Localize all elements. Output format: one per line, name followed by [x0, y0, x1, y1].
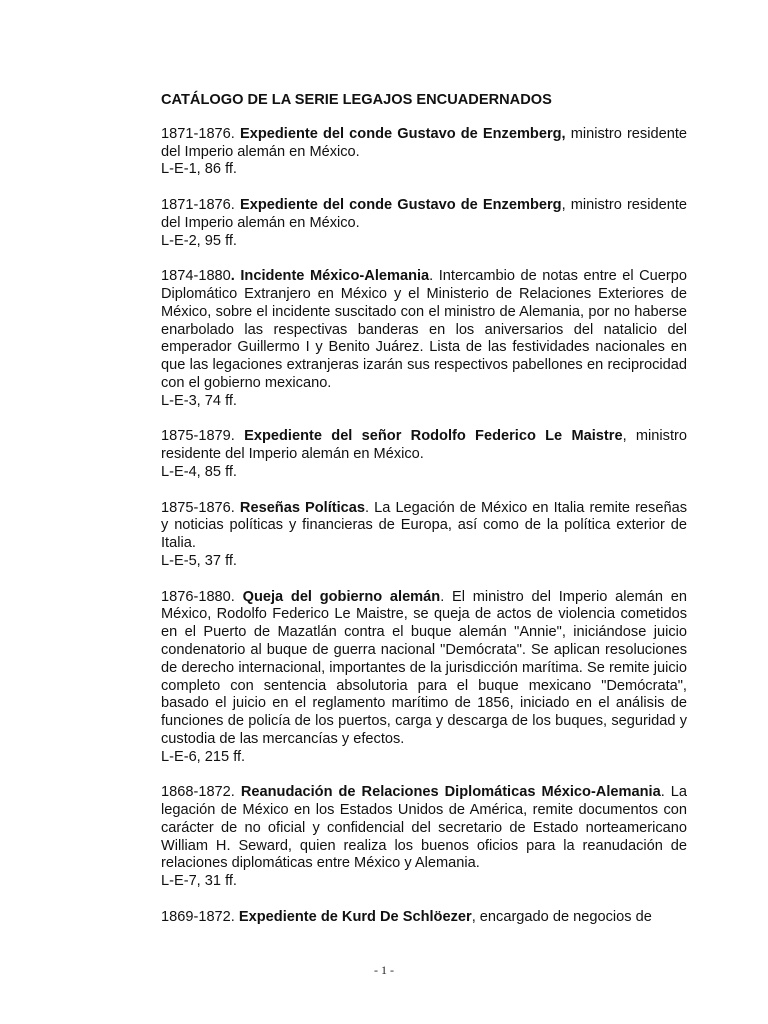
- entry-date: 1869-1872.: [161, 908, 235, 925]
- entry-heading: Expediente del conde Gustavo de Enzemberg: [239, 196, 562, 213]
- entry-text: [161, 589, 687, 749]
- entry-date: 1871-1876.: [161, 196, 235, 213]
- catalog-entry: [161, 909, 687, 927]
- entry-text: [161, 197, 687, 233]
- entry-text: [161, 428, 687, 464]
- entry-description: , encargado de negocios de: [471, 908, 652, 925]
- document-body: [161, 92, 687, 944]
- catalog-entry: [161, 428, 687, 481]
- catalog-entry: [161, 784, 687, 891]
- entry-date: 1875-1879.: [161, 428, 235, 445]
- entry-reference: L-E-7, 31 ff.: [161, 873, 237, 890]
- entry-date: 1875-1876.: [161, 499, 235, 516]
- entry-heading: Expediente del señor Rodolfo Federico Le Maistre: [244, 428, 623, 445]
- entry-description: . La Legación de México en Italia remite reseñas y noticias políticas y financieras de Europa, así como de la política exterior de Italia.: [161, 499, 687, 552]
- catalog-entry: [161, 500, 687, 571]
- entry-date: 1871-1876.: [161, 125, 235, 142]
- catalog-entry: [161, 126, 687, 179]
- entry-date: 1874-1880: [161, 268, 231, 285]
- entry-date: 1876-1880.: [161, 588, 235, 605]
- document-title: CATÁLOGO DE LA SERIE LEGAJOS ENCUADERNADOS: [161, 92, 552, 108]
- entry-reference: L-E-4, 85 ff.: [161, 463, 237, 480]
- entry-heading: Expediente de Kurd De Schlöezer: [238, 908, 472, 925]
- entry-reference: L-E-1, 86 ff.: [161, 161, 237, 178]
- entry-text: [161, 126, 687, 162]
- catalog-entry: [161, 589, 687, 767]
- page-number: - 1 -: [374, 963, 394, 977]
- entry-heading: Reseñas Políticas: [239, 499, 366, 516]
- entry-description: . La legación de México en los Estados Unidos de América, remite documentos con carácter de no oficial y confidencial del secretario de Estado norteamericano William H. Seward, quien realiza los buenos oficios para la reanudación de relaciones diplomáticas entre México y Alemania.: [161, 784, 688, 872]
- entry-heading: Queja del gobierno alemán: [242, 588, 441, 605]
- entry-heading: Expediente del conde Gustavo de Enzemberg,: [239, 125, 566, 142]
- catalog-entry: [161, 197, 687, 250]
- entry-heading: Reanudación de Relaciones Diplomáticas México-Alemania: [240, 784, 661, 801]
- catalog-entry: [161, 268, 687, 410]
- entry-date: 1868-1872.: [161, 784, 235, 801]
- entry-description: ministro residente del Imperio alemán en México.: [161, 125, 687, 160]
- entry-heading: . Incidente México-Alemania: [230, 268, 430, 285]
- entry-reference: L-E-3, 74 ff.: [161, 392, 237, 409]
- entry-reference: L-E-5, 37 ff.: [161, 552, 237, 569]
- entry-description: . El ministro del Imperio alemán en México, Rodolfo Federico Le Maistre, se queja de actos de violencia cometidos en el Puerto de Mazatlán contra el buque alemán "Annie", iniciándose juicio condenatorio al buque de guerra nacional "Demócrata". Se aplican resoluciones de derecho internacional, importantes de la jurisdicción marítima. Se remite juicio completo con sentencia absolutoria para el buque mexicano "Demócrata", basado el juicio en el reglamento marítimo de 1856, iniciado en el análisis de funciones de policía de los puertos, carga y descarga de los buques, seguridad y custodia de las mercancías y efectos.: [161, 588, 687, 747]
- entry-text: [161, 500, 687, 553]
- entry-text: [161, 909, 687, 927]
- entry-description: , ministro residente del Imperio alemán en México.: [161, 428, 687, 463]
- entry-reference: L-E-6, 215 ff.: [161, 748, 246, 765]
- entry-text: [161, 784, 687, 873]
- entry-description: . Intercambio de notas entre el Cuerpo Diplomático Extranjero en México y el Ministerio de Relaciones Exteriores de México, sobre el incidente suscitado con el ministro de Alemania, por no haberse enarbolado las respectivas banderas en los aniversarios del natalicio del emperador Guillermo I y Benito Juárez. Lista de las festividades nacionales en que las legaciones extranjeras izarán sus respectivos pabellones en reciprocidad con el gobierno mexicano.: [161, 268, 687, 391]
- entry-text: [161, 268, 687, 393]
- entry-reference: L-E-2, 95 ff.: [161, 232, 237, 249]
- entry-description: , ministro residente del Imperio alemán en México.: [161, 196, 687, 231]
